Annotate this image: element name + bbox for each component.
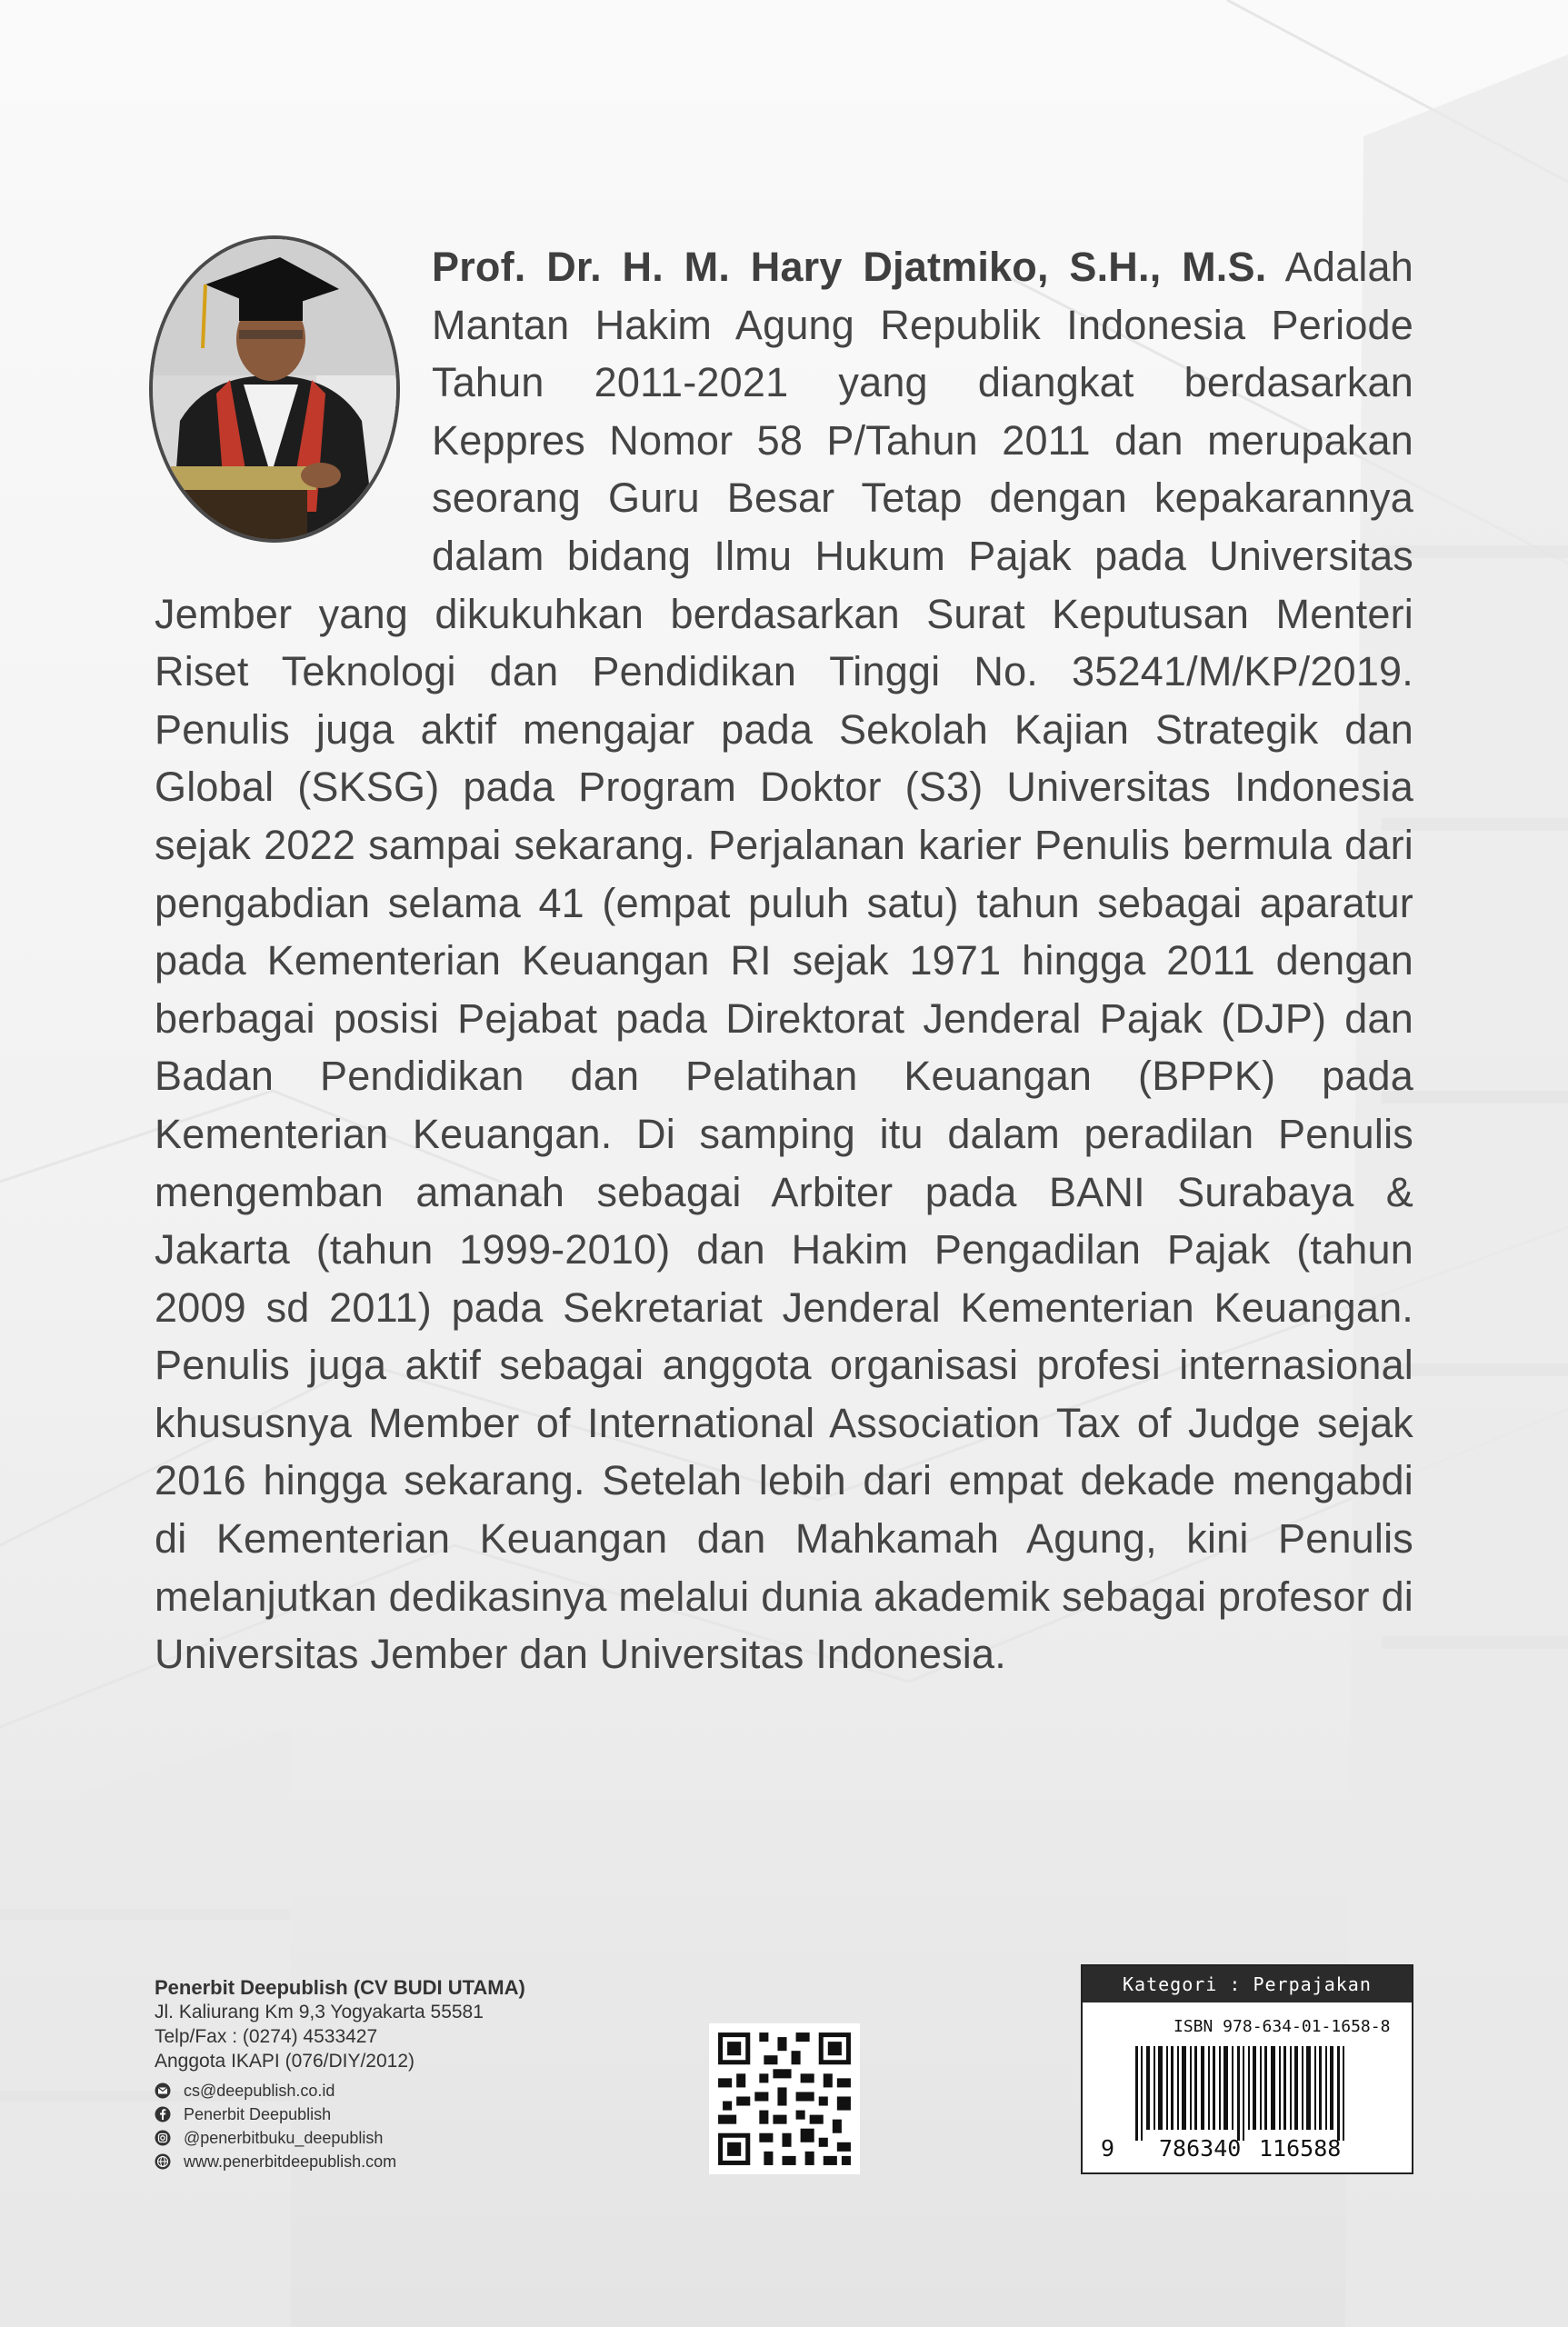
publisher-address: Jl. Kaliurang Km 9,3 Yogyakarta 55581 [155, 2002, 484, 2022]
author-name: Prof. Dr. H. M. Hary Djatmiko, S.H., M.S. [432, 244, 1267, 290]
contact-facebook[interactable]: Penerbit Deepublish [155, 2102, 525, 2126]
globe-icon [155, 2153, 171, 2170]
publisher-name: Penerbit Deepublish (CV BUDI UTAMA) [155, 1976, 525, 1999]
barcode-digits-group2: 116588 [1259, 2135, 1342, 2162]
qr-code[interactable] [709, 2023, 860, 2174]
author-biography [155, 238, 1413, 1683]
barcode-digits-group1: 786340 [1159, 2135, 1242, 2162]
barcode-digit-first: 9 [1101, 2135, 1115, 2162]
isbn-text: ISBN 978-634-01-1658-8 [1174, 2017, 1391, 2036]
biography-text: Adalah Mantan Hakim Agung Republik Indonesia Periode Tahun 2011-2021 yang diangkat berdasarkan Keppres Nomor 58 P/Tahun 2011 dan merupakan seorang Guru Besar Tetap dengan kepakarannya dalam bidang Ilmu Hukum Pajak pada Universitas Jember yang dikukuhkan berdasarkan Surat Keputusan Menteri Riset Teknologi dan Pendidikan Tinggi No. 35241/M/KP/2019. Penulis juga aktif mengajar pada Sekolah Kajian Strategik dan Global (SKSG) pada Program Doktor (S3) Universitas Indonesia sejak 2022 sampai sekarang. Perjalanan karier Penulis bermula dari pengabdian selama 41 (empat puluh satu) tahun sebagai aparatur pada Kementerian Keuangan RI sejak 1971 hingga 2011 dengan berbagai posisi Pejabat pada Direktorat Jenderal Pajak (DJP) dan Badan Pendidikan dan Pelatihan Keuangan (BPPK) pada Kementerian Keuangan. Di samping itu dalam peradilan Penulis mengemban amanah sebagai Arbiter pada BANI Surabaya & Jakarta (tahun 1999-2010) dan Hakim Pengadilan Pajak (tahun 2009 sd 2011) pada Sekretariat Jenderal Kementerian Keuangan. Penulis juga aktif sebagai anggota organisasi profesi internasional khususnya Member of International Association Tax of Judge sejak 2016 hingga sekarang. Setelah lebih dari empat dekade mengabdi di Kementerian Keuangan dan Mahkamah Agung, kini Penulis melanjutkan dedikasinya melalui dunia akademik sebagai profesor di Universitas Jember dan Universitas Indonesia. [155, 244, 1413, 1678]
portrait-spacer [155, 238, 432, 531]
facebook-icon [155, 2106, 171, 2122]
contact-instagram[interactable]: @penerbitbuku_deepublish [155, 2126, 525, 2150]
qr-code-icon [709, 2023, 860, 2174]
contact-email[interactable]: cs@deepublish.co.id [155, 2079, 525, 2102]
publisher-phone: Telp/Fax : (0274) 4533427 [155, 2026, 378, 2047]
contact-website[interactable]: www.penerbitdeepublish.com [155, 2150, 525, 2173]
email-icon [155, 2082, 171, 2099]
isbn-barcode [1081, 1964, 1413, 2174]
barcode-bars [1083, 1966, 1415, 2176]
instagram-icon [155, 2130, 171, 2146]
publisher-info [155, 1975, 525, 2173]
category-label: Kategori : Perpajakan [1083, 1966, 1412, 2002]
publisher-ikapi: Anggota IKAPI (076/DIY/2012) [155, 2051, 415, 2072]
